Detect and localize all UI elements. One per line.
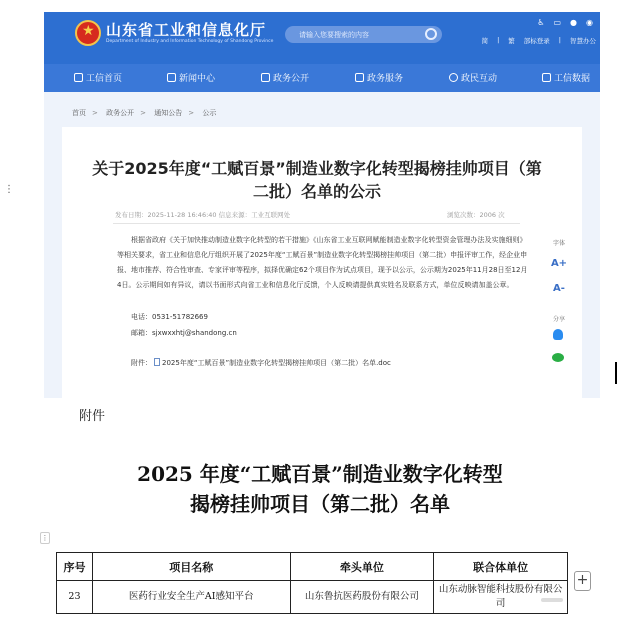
attachment-link[interactable]: 2025年度“工赋百景”制造业数字化转型揭榜挂帅项目（第二批）名单.doc	[162, 359, 391, 367]
font-decrease-button[interactable]: A-	[553, 283, 565, 294]
font-increase-button[interactable]: A+	[550, 258, 568, 269]
smart-office-link[interactable]: 智慧办公	[570, 37, 596, 45]
qq-share-icon[interactable]	[553, 329, 563, 340]
scrollbar[interactable]	[541, 598, 563, 602]
view-count: 浏览次数：2006 次	[447, 211, 505, 219]
cell-index: 23	[57, 581, 93, 614]
breadcrumb-notices[interactable]: 通知公告	[154, 109, 183, 117]
interaction-icon	[449, 73, 458, 82]
text-cursor	[615, 362, 617, 384]
monitor-icon[interactable]: ▭	[553, 18, 562, 27]
attachment-heading: 附件	[79, 409, 106, 424]
cell-consortium-unit: 山东动脉智能科技股份有限公司	[434, 581, 568, 614]
search-input[interactable]	[285, 26, 442, 43]
article-body: 根据省政府《关于加快推动制造业数字化转型的若干措施》《山东省工业互联网赋能制造业数字化转型资金管理办法及实施细则》等相关要求，省工业和信息化厅组织开展了2025年度“工赋百景”制造业数字化转型揭榜挂帅项目（第二批）申报评审工作，经企业申报、地市推荐、符合性审查、专家评审等程序，拟择优确定62个项目作为试点项目，现予以公示，公示期为2025年11月28日至12月4日。公示期间如有异议，请以书面形式向省工业和信息化厅反馈，个人反映请提供真实姓名及联系方式，单位反映请加盖公章。	[117, 236, 528, 289]
article-title: 关于2025年度“工赋百景”制造业数字化转型揭榜挂帅项目（第二批）名单的公示	[92, 159, 542, 201]
cell-project-name: 医药行业安全生产AI感知平台	[92, 581, 290, 614]
breadcrumb-government-affairs[interactable]: 政务公开	[106, 109, 135, 117]
traditional-link[interactable]: 繁	[508, 37, 515, 45]
header-project-name: 项目名称	[92, 553, 290, 581]
login-link[interactable]: 部标登录	[523, 37, 550, 45]
table-handle[interactable]: ⋮	[41, 534, 49, 542]
contact-phone: 电话：0531-51782669	[131, 313, 208, 321]
document-title-line-1: 2025 年度“工赋百景”制造业数字化转型	[137, 462, 503, 486]
weibo-icon[interactable]: ◉	[586, 18, 593, 27]
search-icon[interactable]	[425, 28, 437, 40]
share-label: 分享	[552, 316, 565, 323]
table-header-row	[57, 553, 568, 581]
breadcrumb: 首页 > 政务公开 > 通知公告 > 公示	[72, 109, 217, 117]
header-lead-unit: 牵头单位	[290, 553, 434, 581]
nav-item-home[interactable]: 工信首页	[74, 71, 122, 84]
monitor-icon	[261, 73, 270, 82]
project-table	[56, 552, 568, 614]
site-header	[44, 12, 600, 64]
home-icon	[74, 73, 83, 82]
contact-email: 邮箱：sjxwxxhtj@shandong.cn	[131, 329, 237, 337]
main-nav	[44, 64, 600, 92]
attachment-label: 附件：	[131, 359, 152, 367]
add-row-button[interactable]: +	[574, 571, 591, 591]
accessibility-icon[interactable]: ♿	[537, 18, 545, 27]
cell-lead-unit: 山东鲁抗医药股份有限公司	[290, 581, 434, 614]
document-title	[60, 459, 580, 519]
breadcrumb-home[interactable]: 首页	[72, 109, 86, 117]
national-emblem-icon	[75, 20, 101, 46]
attachment-line	[131, 358, 391, 368]
simplified-link[interactable]: 简	[481, 37, 489, 45]
table-row	[57, 581, 568, 614]
nav-item-interaction[interactable]: 政民互动	[449, 71, 497, 84]
font-label: 字体	[552, 240, 565, 247]
site-subtitle: Department of Industry and Information Technology of Shandong Province	[106, 39, 274, 44]
nav-item-data[interactable]: 工信数据	[542, 71, 590, 84]
service-icon	[355, 73, 364, 82]
nav-item-news[interactable]: 新闻中心	[167, 71, 215, 84]
site-title[interactable]: 山东省工业和信息化厅	[106, 21, 267, 39]
search-placeholder: 请输入您要搜索的内容	[299, 31, 369, 39]
document-icon	[154, 358, 160, 366]
database-icon	[542, 73, 551, 82]
document-title-line-2: 揭榜挂帅项目（第二批）名单	[190, 492, 450, 516]
breadcrumb-publicity[interactable]: 公示	[202, 109, 217, 117]
meta-divider	[113, 223, 520, 224]
chat-icon[interactable]: ●	[570, 18, 578, 27]
drag-handle-dots[interactable]: ⋮	[4, 184, 14, 195]
nav-item-services[interactable]: 政务服务	[355, 71, 403, 84]
accessibility-toolbar	[537, 18, 593, 27]
wechat-share-icon[interactable]	[552, 353, 564, 362]
header-links: 简 | 繁 部标登录 | 智慧办公	[481, 36, 596, 45]
header-consortium-unit: 联合体单位	[434, 553, 568, 581]
article-meta: 发布日期：2025-11-28 16:46:40 信息来源：工业互联网处	[115, 211, 291, 219]
nav-item-government-affairs[interactable]: 政务公开	[261, 71, 309, 84]
news-icon	[167, 73, 176, 82]
header-index: 序号	[57, 553, 93, 581]
